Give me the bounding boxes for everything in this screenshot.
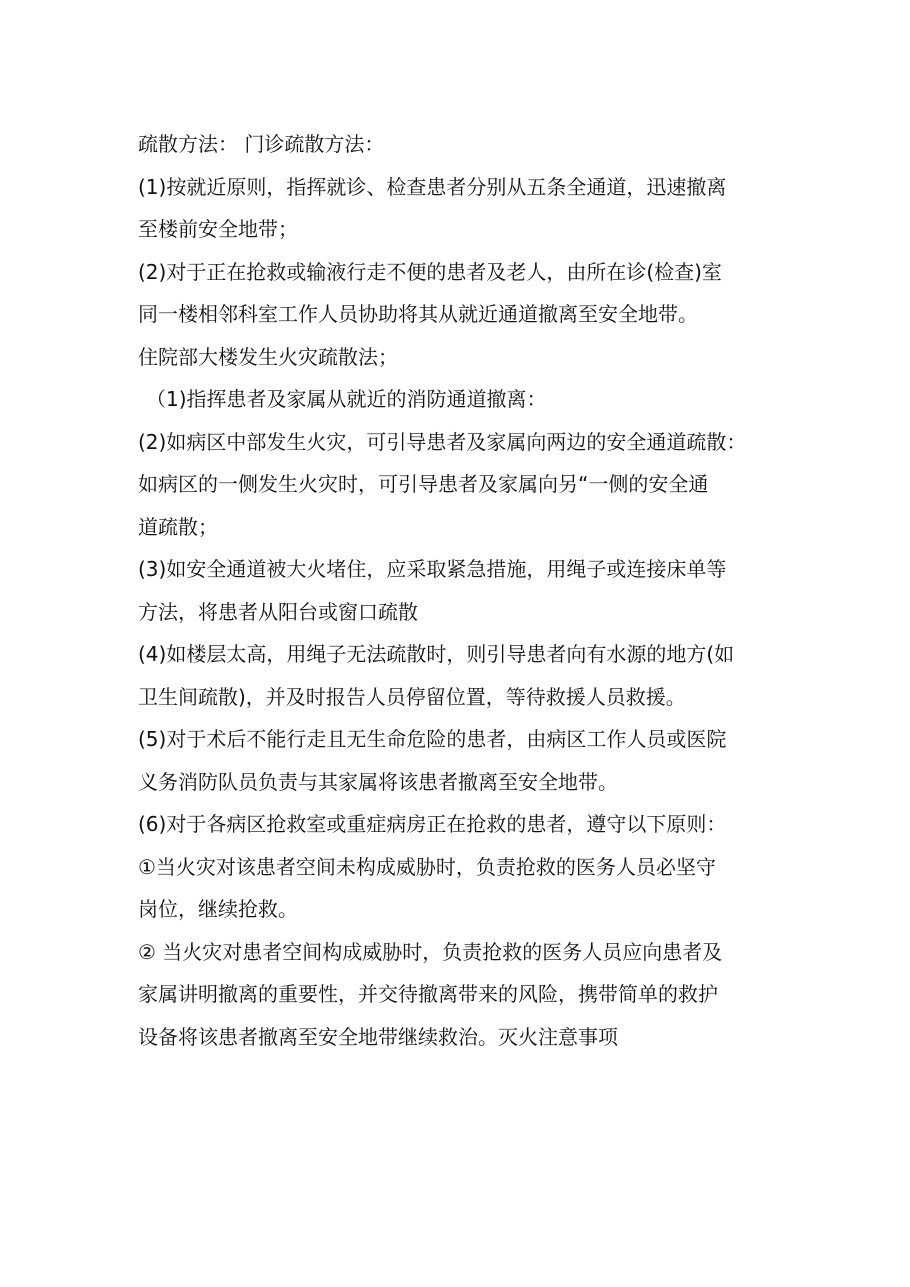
text-line: (1)按就近原则，指挥就诊、检查患者分别从五条全通道，迅速撤离 [138,174,727,199]
text-line: 如病区的一侧发生火灾时，可引导患者及家属向另“一侧的安全通 [138,472,709,496]
text-line: 义务消防队员负责与其家属将该患者撤离至安全地带。 [138,769,618,794]
text-line: ①当火灾对该患者空间未构成威胁时，负责抢救的医务人员必坚守 [138,854,716,879]
text-line: 疏散方法： 门诊疏散方法： [138,132,385,156]
text-line: (3)如安全通道被大火堵住，应采取紧急措施，用绳子或连接床单等 [138,557,727,581]
document-body [138,128,778,1063]
text-line: 家属讲明撤离的重要性，并交待撤离带来的风险，携带简单的救护 [138,982,718,1006]
text-line: (4)如楼层太高，用绳子无法疏散时，则引导患者向有水源的地方(如 [138,642,735,666]
section-heading: 住院部大楼发生火灾疏散法； [138,344,398,369]
text-line: (5)对于术后不能行走且无生命危险的患者，由病区工作人员或医院 [138,727,727,751]
text-line: (2)如病区中部发生火灾，可引导患者及家属向两边的安全通道疏散： [138,429,747,454]
text-line: （1)指挥患者及家属从就近的消防通道撤离： [146,387,547,411]
text-line: 至楼前安全地带； [138,217,298,241]
text-line: (2)对于正在抢救或输液行走不便的患者及老人，由所在诊(检查)室 [138,259,722,284]
text-line: (6)对于各病区抢救室或重症病房正在抢救的患者，遵守以下原则： [138,812,727,836]
text-line: 设备将该患者撤离至安全地带继续救治。灭火注意事项 [138,1024,618,1049]
text-line: 岗位，继续抢救。 [138,897,298,921]
text-line: 方法，将患者从阳台或窗口疏散 [138,599,418,624]
text-line: 同一楼相邻科室工作人员协助将其从就近通道撤离至安全地带。 [138,302,698,326]
text-line: 道疏散； [138,514,218,539]
text-line: 卫生间疏散)，并及时报告人员停留位置，等待救援人员救援。 [138,684,686,709]
text-line: ② 当火灾对患者空间构成威胁时，负责抢救的医务人员应向患者及 [138,939,723,964]
